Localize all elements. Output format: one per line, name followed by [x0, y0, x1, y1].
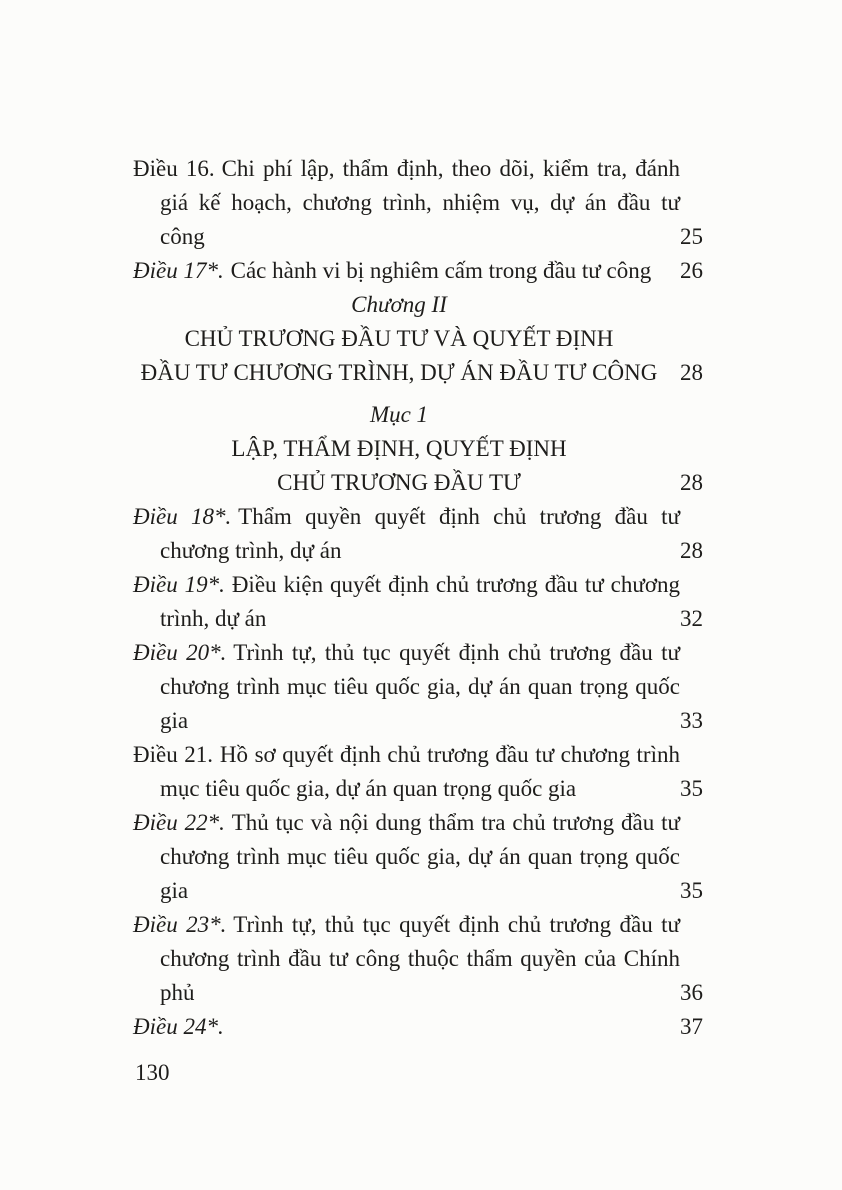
toc-entry-text — [133, 500, 680, 568]
toc-entry-label: Điều 20*. — [133, 640, 227, 665]
toc-entry-title: Trình tự, thủ tục quyết định chủ trương đầu tư chương trình đầu tư công thuộc thẩm quyền của Chính phủ — [160, 912, 680, 1005]
toc-entry-page-number: 35 — [680, 776, 703, 801]
toc-entry-text — [133, 568, 680, 636]
toc-entry-label: Điều 17*. — [133, 258, 224, 283]
toc-entry-title: Thẩm quyền quyết định chủ trương đầu tư chương trình, dự án — [160, 504, 681, 563]
toc-entry-label: Điều 24*. — [133, 1014, 224, 1039]
toc-section-kicker: Mục 1 — [369, 402, 429, 427]
toc-entry-page-number: 25 — [680, 224, 703, 249]
toc-entry-label: Điều 23*. — [133, 912, 227, 937]
toc-section-title-block — [133, 398, 665, 500]
toc-entry-title: Các hành vi bị nghiêm cấm trong đầu tư công — [230, 258, 652, 283]
toc-entry-label: Điều 22*. — [133, 810, 225, 835]
toc-chapter-kicker: Chương II — [351, 292, 447, 317]
page-number-footer: 130 — [135, 1060, 170, 1085]
toc-entry-page-number: 32 — [680, 606, 703, 631]
toc-entry — [133, 908, 703, 1010]
toc-entry-text — [133, 1010, 680, 1044]
toc-entry-label: Điều 21. — [133, 742, 214, 767]
toc-entry — [133, 152, 703, 254]
toc-entry-title: Điều kiện quyết định chủ trương đầu tư chương trình, dự án — [160, 572, 680, 631]
toc-entry-text — [133, 636, 680, 738]
toc-entry-text — [133, 152, 680, 254]
toc-entry-page-number: 28 — [680, 538, 703, 563]
toc-entry — [133, 568, 703, 636]
toc-entry-page-number: 33 — [680, 708, 703, 733]
toc-section-title-line: LẬP, THẨM ĐỊNH, QUYẾT ĐỊNH — [231, 436, 567, 461]
toc-entry-title: Hồ sơ quyết định chủ trương đầu tư chương trình mục tiêu quốc gia, dự án quan trọng quốc gia — [160, 742, 680, 801]
toc-entry — [133, 738, 703, 806]
toc-entry-title: Thủ tục và nội dung thẩm tra chủ trương đầu tư chương trình mục tiêu quốc gia, dự án quan trọng quốc gia — [160, 810, 680, 903]
toc-entry — [133, 254, 703, 288]
toc-section-page-number: 28 — [680, 470, 703, 495]
toc-entry-text — [133, 738, 680, 806]
toc-chapter-title-line: ĐẦU TƯ CHƯƠNG TRÌNH, DỰ ÁN ĐẦU TƯ CÔNG — [140, 360, 658, 385]
toc-chapter-page-number: 28 — [680, 360, 703, 385]
toc-entry-title: Trình tự, thủ tục quyết định chủ trương đầu tư chương trình mục tiêu quốc gia, dự án quan trọng quốc gia — [160, 640, 680, 733]
toc-chapter-heading — [133, 288, 703, 390]
toc-entry-page-number: 37 — [680, 1014, 703, 1039]
toc-entry — [133, 1010, 703, 1044]
toc-entry-text — [133, 254, 680, 288]
toc-entry — [133, 500, 703, 568]
toc-chapter-title-line: CHỦ TRƯƠNG ĐẦU TƯ VÀ QUYẾT ĐỊNH — [184, 326, 614, 351]
toc-section-title-line: CHỦ TRƯƠNG ĐẦU TƯ — [277, 470, 521, 495]
toc-entry — [133, 806, 703, 908]
toc-entry-title: Chi phí lập, thẩm định, theo dõi, kiểm tra, đánh giá kế hoạch, chương trình, nhiệm vụ, dự án đầu tư công — [160, 156, 680, 249]
toc-entry-text — [133, 806, 680, 908]
toc-chapter-title-block — [133, 288, 665, 390]
toc-entry-label: Điều 18*. — [133, 504, 232, 529]
toc-entry-page-number: 26 — [680, 258, 703, 283]
toc-section-heading — [133, 398, 703, 500]
toc-entry-page-number: 36 — [680, 980, 703, 1005]
toc-entry-label: Điều 16. — [133, 156, 215, 181]
toc-entry-page-number: 35 — [680, 878, 703, 903]
table-of-contents — [133, 152, 703, 1044]
toc-entry — [133, 636, 703, 738]
toc-entry-label: Điều 19*. — [133, 572, 225, 597]
toc-entry-text — [133, 908, 680, 1010]
